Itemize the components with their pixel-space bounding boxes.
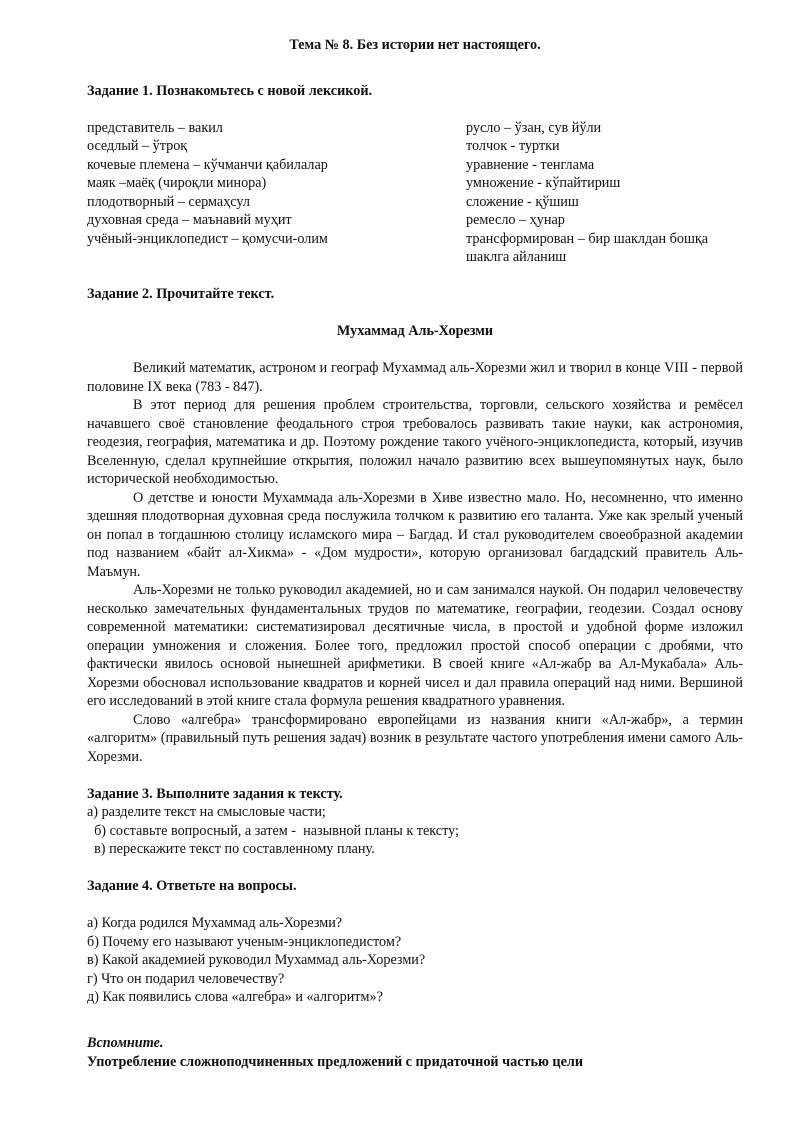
task4-question: б) Почему его называют ученым-энциклопедистом?	[87, 933, 402, 950]
task4-list	[87, 914, 743, 1007]
article-paragraph: О детстве и юности Мухаммада аль-Хорезми в Хиве известно мало. Но, несомненно, что именно здешняя плодотворная духовная среда послужила толчком к развитию его таланта. Уже как зрелый ученый он попал в тогдашнюю столицу исламского мира – Багдад. И стал руководителем своеобразной академии под названием «байт ал-Хикма» - «Дом мудрости», которую организовал багдадский правитель Аль-Маъмун.	[87, 489, 743, 580]
task3-list	[87, 803, 743, 859]
task4-heading: Задание 4. Ответьте на вопросы.	[87, 878, 297, 894]
vocab-item: учёный-энциклопедист – қомусчи-олим	[87, 230, 328, 247]
task3-item: в) перескажите текст по составленному плану.	[87, 841, 375, 857]
document-page	[87, 36, 743, 1071]
vocab-item: ремесло – ҳунар	[466, 212, 565, 228]
article-paragraph: Аль-Хорезми не только руководил академией, но и сам занимался наукой. Он подарил человечеству несколько замечательных фундаментальных трудов по математике, географии, геодезии. Создал основу современной математики: систематизировал десятичные числа, в простой и удобной форме изложил операции умножения и сложения. Более того, предложил простой способ операции с дробями, что фактически явилось основой нынешней арифметики. В своей книге «Ал-жабр ва Ал-Мукабала» Аль-Хорезми обосновал использование квадратов и корней чисел и дал правила операций над ними. Вершиной его исследований в этой книге стала формула решения квадратного уравнения.	[87, 582, 743, 709]
article-paragraph: В этот период для решения проблем строительства, торговли, сельского хозяйства и ремёсел начавшего своё становление феодального строя требовалось развивать такие науки, как астрономия, геодезия, география, математика и др. Поэтому рождение такого учёного-энциклопедиста, который, изучив Вселенную, сделал крупнейшие открытия, положил начало развитию всех вышеупомянутых наук, было исторической необходимостью.	[87, 397, 743, 487]
task2-heading: Задание 2. Прочитайте текст.	[87, 286, 275, 302]
vocab-item: кочевые племена – кўчманчи қабилалар	[87, 156, 328, 173]
article-body	[87, 359, 743, 766]
task4-question: а) Когда родился Мухаммад аль-Хорезми?	[87, 915, 343, 931]
vocab-item: трансформирован – бир шаклдан бошқа	[466, 230, 709, 247]
remember-topic: Употребление сложноподчиненных предложений с придаточной частью цели	[87, 1053, 584, 1070]
vocabulary-column-right	[466, 119, 743, 267]
task3-item: а) разделите текст на смысловые части;	[87, 804, 326, 820]
page-title: Тема № 8. Без истории нет настоящего.	[289, 37, 541, 53]
vocab-item: умножение - кўпайтириш	[466, 175, 621, 191]
task1-heading: Задание 1. Познакомьтесь с новой лексикой.	[87, 83, 373, 99]
vocab-item: плодотворный – сермаҳсул	[87, 193, 250, 210]
vocab-item: уравнение - тенглама	[466, 156, 595, 173]
vocab-item: оседлый – ўтроқ	[87, 138, 188, 154]
vocab-item: маяк –маёқ (чироқли минора)	[87, 175, 267, 191]
task4-question: д) Как появились слова «алгебра» и «алгоритм»?	[87, 989, 383, 1005]
task4-question: г) Что он подарил человечеству?	[87, 970, 285, 987]
vocabulary-list	[87, 119, 743, 267]
vocab-item: духовная среда – маънавий муҳит	[87, 212, 292, 228]
task3-item: б) составьте вопросный, а затем - назывной планы к тексту;	[87, 822, 459, 839]
article-title: Мухаммад Аль-Хорезми	[336, 323, 494, 339]
vocabulary-column-left	[87, 119, 466, 267]
remember-label: Вспомните.	[87, 1035, 164, 1051]
vocab-item: русло – ўзан, сув йўли	[466, 119, 602, 136]
article-paragraph: Великий математик, астроном и географ Мухаммад аль-Хорезми жил и творил в конце VIII - первой половине IX века (783 - 847).	[87, 360, 743, 395]
vocab-item: толчок - туртки	[466, 138, 560, 154]
vocab-item: представитель – вакил	[87, 119, 223, 136]
vocab-item: сложение - қўшиш	[466, 193, 579, 210]
task3-heading: Задание 3. Выполните задания к тексту.	[87, 785, 343, 802]
task4-question: в) Какой академией руководил Мухаммад аль-Хорезми?	[87, 952, 426, 968]
vocab-item: шаклга айланиш	[466, 249, 567, 265]
article-paragraph: Слово «алгебра» трансформировано европейцами из названия книги «Ал-жабр», а термин «алгоритм» (правильный путь решения задач) возник в результате частого употребления имени самого Аль-Хорезми.	[87, 711, 743, 765]
